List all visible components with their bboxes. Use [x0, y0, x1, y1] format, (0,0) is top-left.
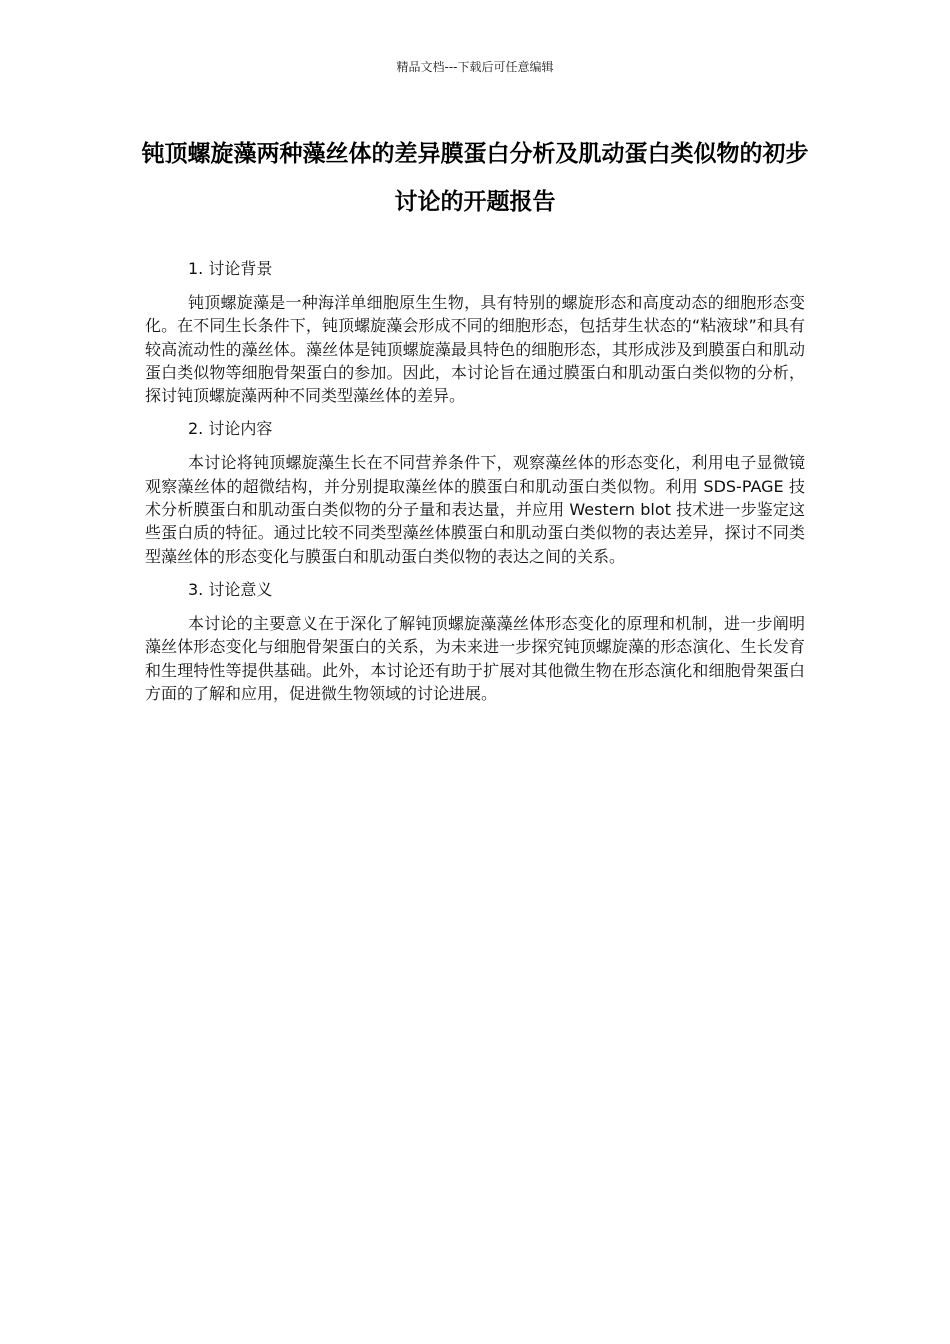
section-significance [145, 578, 805, 705]
section-content [145, 417, 805, 567]
section-body-background: 钝顶螺旋藻是一种海洋单细胞原生生物，具有特别的螺旋形态和高度动态的细胞形态变化。在不同生长条件下，钝顶螺旋藻会形成不同的细胞形态，包括芽生状态的“粘液球”和具有较高流动性的藻丝体。藻丝体是钝顶螺旋藻最具特色的细胞形态，其形成涉及到膜蛋白和肌动蛋白类似物等细胞骨架蛋白的参加。因此，本讨论旨在通过膜蛋白和肌动蛋白类似物的分析，探讨钝顶螺旋藻两种不同类型藻丝体的差异。 [145, 293, 805, 406]
section-heading-significance: 3. 讨论意义 [188, 579, 273, 599]
section-body-content: 本讨论将钝顶螺旋藻生长在不同营养条件下，观察藻丝体的形态变化，利用电子显微镜观察藻丝体的超微结构，并分别提取藻丝体的膜蛋白和肌动蛋白类似物。利用 SDS-PAGE 技术分析膜蛋白和肌动蛋白类似物的分子量和表达量，并应用 Western blot 技术进一步鉴定这些蛋白质的特征。通过比较不同类型藻丝体膜蛋白和肌动蛋白类似物的表达差异，探讨不同类型藻丝体的形态变化与膜蛋白和肌动蛋白类似物的表达之间的关系。 [145, 453, 805, 566]
section-background [145, 257, 805, 407]
document-body [145, 257, 805, 715]
section-heading-content: 2. 讨论内容 [188, 419, 273, 439]
section-heading-background: 1. 讨论背景 [188, 259, 273, 278]
header-note: 精品文档---下载后可任意编辑 [396, 60, 554, 74]
document-title: 钝顶螺旋藻两种藻丝体的差异膜蛋白分析及肌动蛋白类似物的初步讨论的开题报告 [141, 141, 809, 215]
section-body-significance: 本讨论的主要意义在于深化了解钝顶螺旋藻藻丝体形态变化的原理和机制，进一步阐明藻丝体形态变化与细胞骨架蛋白的关系，为未来进一步探究钝顶螺旋藻的形态演化、生长发育和生理特性等提供基础。此外，本讨论还有助于扩展对其他微生物在形态演化和细胞骨架蛋白方面的了解和应用，促进微生物领域的讨论进展。 [145, 613, 805, 703]
